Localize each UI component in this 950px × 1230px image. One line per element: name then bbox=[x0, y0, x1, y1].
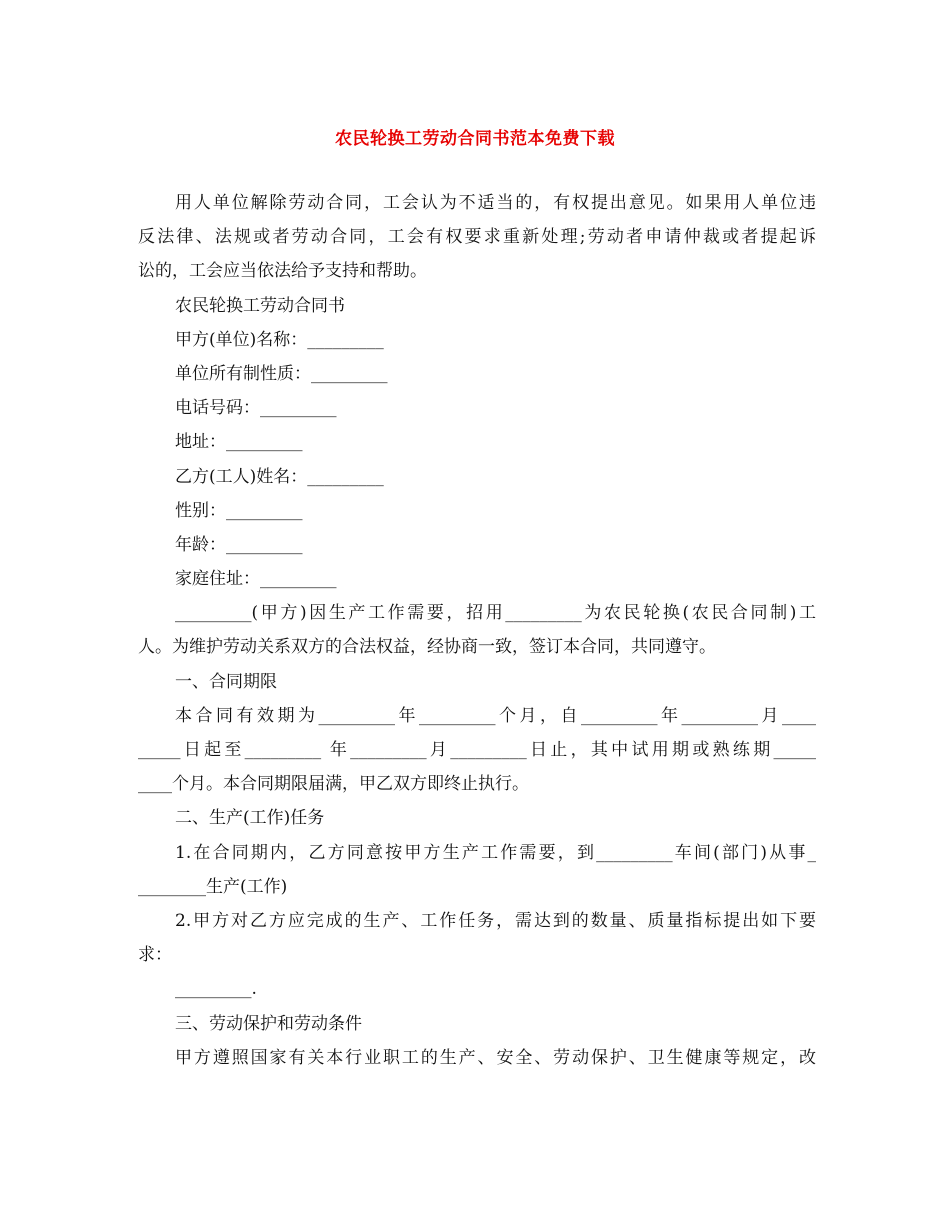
paragraph-line-2: 反法律、法规或者劳动合同，工会有权要求重新处理;劳动者申请仲裁或者提起诉 bbox=[138, 227, 816, 248]
paragraph-line-1: 用人单位解除劳动合同，工会认为不适当的，有权提出意见。如果用人单位违 bbox=[175, 193, 816, 213]
section-heading-protection: 三、劳动保护和劳动条件 bbox=[175, 1013, 362, 1034]
address-field: 地址：_________ bbox=[175, 432, 303, 453]
section-heading-tasks: 二、生产(工作)任务 bbox=[175, 808, 325, 829]
home-address-field: 家庭住址：_________ bbox=[175, 569, 337, 590]
section-heading-term: 一、合同期限 bbox=[175, 671, 277, 692]
paragraph-line-17: _____日起至_________ 年_________月_________日止，其中试用期或熟练期_____ bbox=[138, 740, 816, 760]
paragraph-line-3: 讼的，工会应当依法给予支持和帮助。 bbox=[138, 261, 427, 282]
contract-heading: 农民轮换工劳动合同书 bbox=[175, 295, 345, 316]
paragraph-line-23: 求： bbox=[138, 945, 172, 966]
paragraph-line-26: 甲方遵照国家有关本行业职工的生产、安全、劳动保护、卫生健康等规定，改 bbox=[175, 1047, 816, 1068]
party-a-name-field: 甲方(单位)名称：_________ bbox=[175, 329, 384, 350]
paragraph-line-13: _________(甲方)因生产工作需要，招用_________为农民轮换(农民合同制)工 bbox=[175, 603, 816, 624]
ownership-type-field: 单位所有制性质：_________ bbox=[175, 363, 388, 384]
document-body bbox=[138, 186, 816, 1075]
paragraph-line-22: 2.甲方对乙方应完成的生产、工作任务，需达到的数量、质量指标提出如下要 bbox=[175, 910, 816, 931]
paragraph-line-18: ____个月。本合同期限届满，甲乙双方即终止执行。 bbox=[138, 774, 529, 795]
blank-requirement-field: _________. bbox=[175, 979, 257, 1000]
document-title: 农民轮换工劳动合同书范本免费下载 bbox=[335, 129, 615, 149]
age-field: 年龄：_________ bbox=[175, 534, 303, 555]
phone-number-field: 电话号码：_________ bbox=[175, 398, 337, 419]
gender-field: 性别：_________ bbox=[175, 500, 303, 521]
party-b-name-field: 乙方(工人)姓名：_________ bbox=[175, 466, 384, 487]
paragraph-line-20: 1.在合同期内，乙方同意按甲方生产工作需要，到_________车间(部门)从事_ bbox=[175, 842, 816, 863]
paragraph-line-16: 本合同有效期为_________年_________个月，自_________年_________月____ bbox=[175, 705, 816, 726]
paragraph-line-21: ________生产(工作) bbox=[138, 876, 288, 897]
paragraph-line-14: 人。为维护劳动关系双方的合法权益，经协商一致，签订本合同，共同遵守。 bbox=[138, 637, 716, 658]
